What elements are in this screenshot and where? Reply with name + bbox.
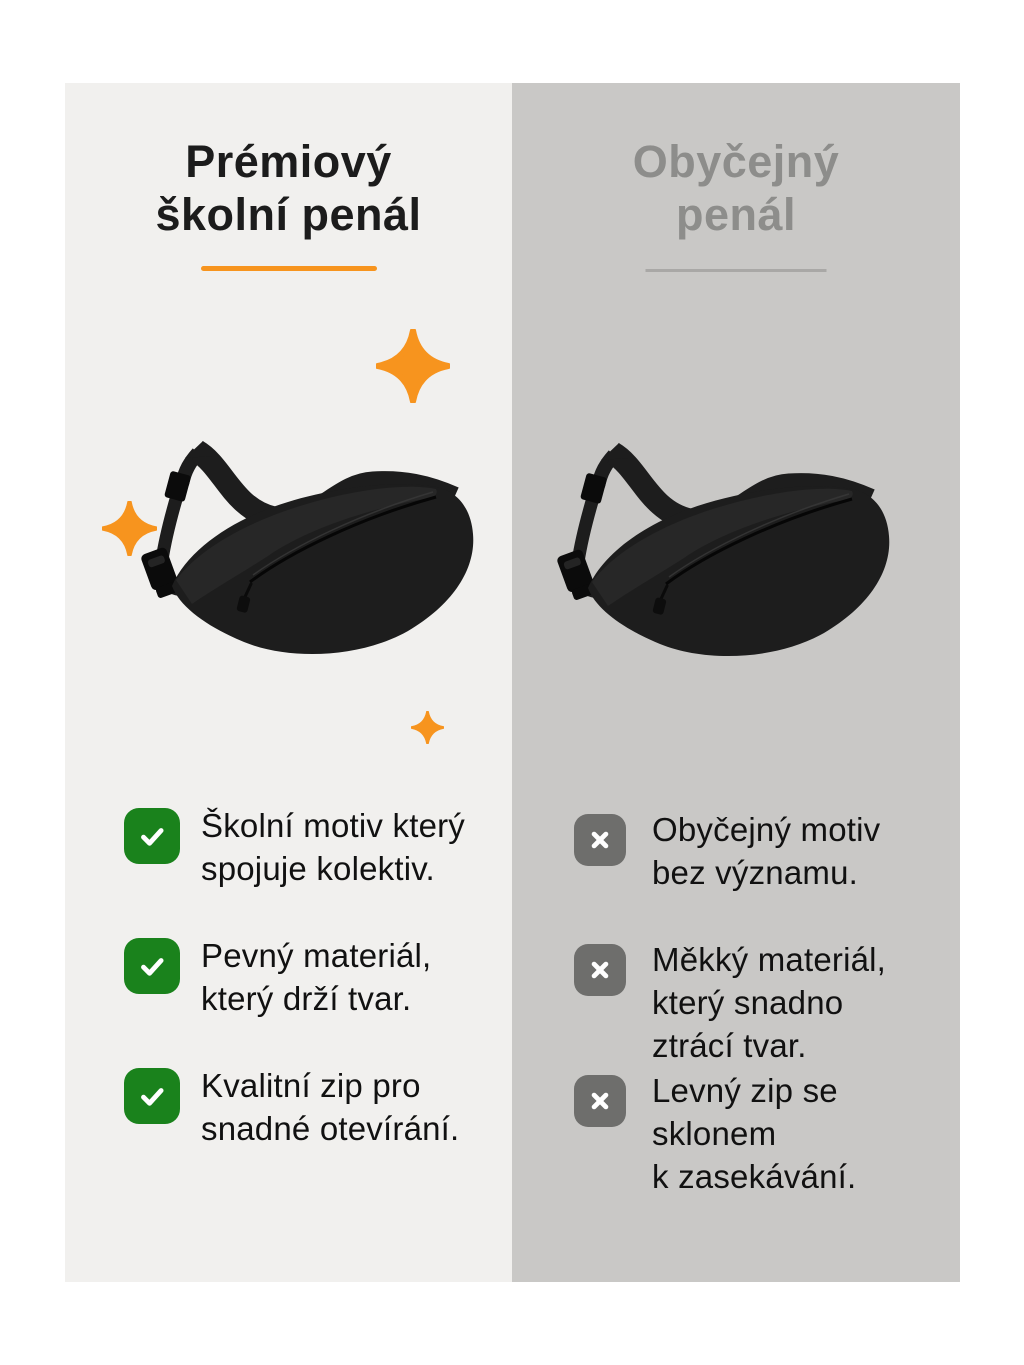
premium-title-line2: školní penál bbox=[155, 189, 422, 240]
sparkle-large-icon bbox=[376, 329, 450, 403]
feature-line: Pevný materiál, bbox=[201, 937, 432, 974]
cross-icon bbox=[574, 944, 626, 996]
feature-line: bez významu. bbox=[652, 854, 858, 891]
ladder-buckle bbox=[164, 471, 191, 503]
feature-line: Obyčejný motiv bbox=[652, 811, 881, 848]
feature-line: Levný zip se bbox=[652, 1072, 838, 1109]
feature-line: ztrácí tvar. bbox=[652, 1027, 807, 1064]
feature-line: Měkký materiál, bbox=[652, 941, 887, 978]
ordinary-title-underline bbox=[646, 269, 827, 272]
premium-title-underline bbox=[201, 266, 377, 271]
feature-line: který snadno bbox=[652, 984, 844, 1021]
ordinary-feature-text bbox=[652, 938, 886, 1067]
feature-line: Školní motiv který bbox=[201, 807, 466, 844]
ordinary-title-line2: penál bbox=[675, 189, 797, 240]
ladder-buckle bbox=[580, 473, 607, 505]
premium-feature-row bbox=[124, 808, 494, 890]
ordinary-feature-text bbox=[652, 808, 880, 894]
check-icon bbox=[124, 938, 180, 994]
cross-icon bbox=[574, 814, 626, 866]
premium-feature-row bbox=[124, 938, 494, 1020]
cross-icon bbox=[574, 1075, 626, 1127]
premium-feature-text bbox=[201, 934, 431, 1020]
ordinary-panel bbox=[512, 83, 960, 1282]
premium-panel bbox=[65, 83, 512, 1282]
feature-line: k zasekávání. bbox=[652, 1158, 857, 1195]
feature-line: Kvalitní zip pro bbox=[201, 1067, 421, 1104]
check-icon bbox=[124, 808, 180, 864]
premium-title bbox=[65, 135, 512, 241]
sparkle-small-icon bbox=[411, 711, 444, 744]
feature-line: spojuje kolektiv. bbox=[201, 850, 435, 887]
ordinary-feature-row bbox=[574, 1073, 944, 1198]
ordinary-feature-row bbox=[574, 942, 944, 1067]
premium-fanny-pack-image bbox=[140, 438, 492, 670]
ordinary-title bbox=[512, 135, 960, 241]
check-icon bbox=[124, 1068, 180, 1124]
feature-line: který drží tvar. bbox=[201, 980, 412, 1017]
premium-feature-text bbox=[201, 1064, 459, 1150]
ordinary-feature-row bbox=[574, 812, 944, 894]
premium-feature-row bbox=[124, 1068, 494, 1150]
ordinary-title-line1: Obyčejný bbox=[632, 136, 840, 187]
ordinary-fanny-pack-image bbox=[556, 440, 908, 672]
premium-title-line1: Prémiový bbox=[185, 136, 392, 187]
ordinary-feature-text bbox=[652, 1069, 856, 1198]
feature-line: snadné otevírání. bbox=[201, 1110, 460, 1147]
feature-line: sklonem bbox=[652, 1115, 777, 1152]
premium-feature-text bbox=[201, 804, 465, 890]
